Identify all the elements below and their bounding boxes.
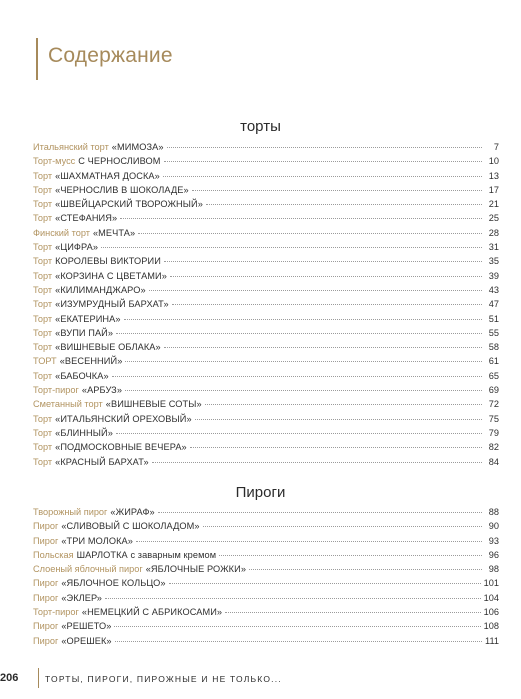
toc-entry-page-number: 61	[488, 356, 499, 367]
toc-entry-title: «ЧЕРНОСЛИВ В ШОКОЛАДЕ»	[55, 184, 189, 195]
toc-entry-page-number: 111	[485, 635, 499, 646]
toc-entry-title: ШАРЛОТКА с заварным кремом	[76, 549, 217, 560]
toc-entry-prefix: Пирог	[33, 578, 59, 589]
toc-entry-title: «МИМОЗА»	[111, 142, 164, 152]
toc-entry[interactable]	[33, 412, 499, 426]
dot-leader	[164, 161, 482, 162]
toc-entry-page-number: 35	[488, 256, 499, 267]
toc-entry-prefix: Финский торт	[33, 227, 90, 238]
toc-entry-prefix: Торт	[33, 170, 53, 181]
toc-entry-page-number: 106	[483, 607, 499, 618]
toc-entry-prefix: Пирог	[33, 621, 59, 632]
toc-entry-page-number: 7	[493, 142, 499, 152]
toc-entry[interactable]	[33, 340, 499, 354]
toc-entry-page-number: 93	[488, 535, 499, 546]
dot-leader	[164, 347, 482, 348]
toc-entry[interactable]	[33, 197, 499, 211]
dot-leader	[114, 626, 480, 627]
dot-leader	[163, 176, 482, 177]
toc-entry-title: «ВЕСЕННИЙ»	[59, 356, 123, 367]
dot-leader	[167, 147, 482, 148]
toc-entry[interactable]	[33, 312, 499, 326]
toc-entry[interactable]	[33, 519, 499, 533]
footer-page-number: 206	[0, 672, 19, 684]
toc-entry-title: «АРБУЗ»	[81, 385, 123, 396]
dot-leader	[205, 404, 482, 405]
toc-entry-title: «БАБОЧКА»	[55, 370, 109, 381]
section-title-pies: Пироги	[235, 484, 286, 501]
toc-entry-title: «СЛИВОВЫЙ С ШОКОЛАДОМ»	[61, 521, 200, 532]
toc-entry-prefix: Торт	[33, 199, 53, 210]
dot-leader	[219, 555, 482, 556]
toc-entry-title: «ПОДМОСКОВНЫЕ ВЕЧЕРА»	[55, 442, 187, 453]
toc-entry-page-number: 55	[488, 327, 499, 338]
dot-leader	[105, 598, 481, 599]
dot-leader	[112, 376, 482, 377]
toc-entry[interactable]	[33, 505, 499, 519]
toc-entry-page-number: 101	[483, 578, 499, 589]
toc-entry-prefix: Торт	[33, 327, 53, 338]
toc-entry-prefix: Торт	[33, 313, 53, 324]
dot-leader	[164, 261, 482, 262]
toc-entry[interactable]	[33, 576, 499, 590]
toc-entry-title: «ЯБЛОЧНЫЕ РОЖКИ»	[145, 564, 247, 575]
toc-entry-prefix: Торт	[33, 242, 53, 253]
toc-entry-prefix: Торт	[33, 442, 53, 453]
dot-leader	[116, 333, 482, 334]
dot-leader	[124, 319, 482, 320]
footer-running-title: ТОРТЫ, ПИРОГИ, ПИРОЖНЫЕ И НЕ ТОЛЬКО...	[45, 674, 282, 684]
toc-entry[interactable]	[33, 211, 499, 225]
toc-entry-page-number: 84	[488, 456, 499, 467]
dot-leader	[125, 390, 482, 391]
toc-entry-title: «ЭКЛЕР»	[61, 592, 102, 603]
toc-entry-prefix: Торт	[33, 270, 53, 281]
toc-entry-page-number: 51	[488, 313, 499, 324]
toc-entry-page-number: 31	[488, 242, 499, 253]
toc-entry-page-number: 90	[488, 521, 499, 532]
toc-entry[interactable]	[33, 326, 499, 340]
toc-entry-title: «ИЗУМРУДНЫЙ БАРХАТ»	[55, 299, 169, 310]
toc-entry-title: «ТРИ МОЛОКА»	[61, 535, 133, 546]
dot-leader	[172, 304, 482, 305]
toc-entry-title: «ВИШНЕВЫЕ СОТЫ»	[105, 399, 202, 410]
dot-leader	[195, 419, 482, 420]
dot-leader	[225, 612, 481, 613]
page-title: Содержание	[48, 44, 173, 67]
toc-entry[interactable]	[33, 455, 499, 469]
toc-entry[interactable]	[33, 154, 499, 168]
dot-leader	[158, 512, 482, 513]
toc-entry-page-number: 104	[483, 592, 499, 603]
dot-leader	[125, 361, 482, 362]
toc-entry-title: «МЕЧТА»	[92, 227, 136, 238]
dot-leader	[206, 204, 482, 205]
dot-leader	[192, 190, 482, 191]
dot-leader	[169, 583, 481, 584]
toc-entry-page-number: 21	[488, 199, 499, 210]
toc-entry-prefix: Торт	[33, 427, 53, 438]
dot-leader	[152, 462, 482, 463]
toc-entry[interactable]	[33, 548, 499, 562]
toc-entry[interactable]	[33, 634, 499, 648]
toc-entry-page-number: 39	[488, 270, 499, 281]
toc-entry-prefix: Торт	[33, 184, 53, 195]
toc-entry-prefix: Пирог	[33, 592, 59, 603]
toc-entry-prefix: Пирог	[33, 521, 59, 532]
toc-entry-page-number: 88	[488, 507, 499, 517]
toc-list-pies	[33, 505, 499, 648]
toc-entry-prefix: Пирог	[33, 535, 59, 546]
toc-entry[interactable]	[33, 369, 499, 383]
toc-entry-title: «ВИШНЕВЫЕ ОБЛАКА»	[55, 342, 161, 353]
toc-entry[interactable]	[33, 226, 499, 240]
toc-entry-prefix: Торт	[33, 456, 53, 467]
toc-entry[interactable]	[33, 140, 499, 154]
toc-entry-title: «ИТАЛЬЯНСКИЙ ОРЕХОВЫЙ»	[55, 413, 192, 424]
dot-leader	[138, 233, 482, 234]
toc-entry-prefix: Торт-пирог	[33, 607, 79, 618]
toc-entry-title: «ШАХМАТНАЯ ДОСКА»	[55, 170, 160, 181]
toc-entry-page-number: 28	[488, 227, 499, 238]
toc-entry-title: «НЕМЕЦКИЙ С АБРИКОСАМИ»	[81, 607, 223, 618]
toc-entry-page-number: 82	[488, 442, 499, 453]
toc-list-cakes	[33, 140, 499, 469]
toc-entry-page-number: 72	[488, 399, 499, 410]
toc-entry-page-number: 47	[488, 299, 499, 310]
toc-entry-prefix: Торт	[33, 213, 53, 224]
toc-entry-prefix: Польская	[33, 549, 74, 560]
dot-leader	[101, 247, 482, 248]
toc-entry[interactable]	[33, 619, 499, 633]
toc-entry-prefix: Сметанный торт	[33, 399, 103, 410]
toc-entry-prefix: Пирог	[33, 635, 59, 646]
toc-entry[interactable]	[33, 240, 499, 254]
toc-entry-title: «ЦИФРА»	[55, 242, 99, 253]
toc-entry-prefix: Торт	[33, 299, 53, 310]
toc-entry[interactable]	[33, 254, 499, 268]
toc-entry-title: «КРАСНЫЙ БАРХАТ»	[55, 456, 149, 467]
toc-entry[interactable]	[33, 426, 499, 440]
toc-entry-prefix: Слоеный яблочный пирог	[33, 564, 143, 575]
toc-entry-page-number: 10	[488, 156, 499, 167]
toc-entry-title: КОРОЛЕВЫ ВИКТОРИИ	[55, 256, 161, 267]
toc-entry-prefix: Торт	[33, 413, 53, 424]
toc-entry-title: «РЕШЕТО»	[61, 621, 112, 632]
toc-entry-page-number: 69	[488, 385, 499, 396]
toc-entry[interactable]	[33, 591, 499, 605]
footer-divider	[38, 668, 39, 688]
dot-leader	[203, 526, 482, 527]
toc-entry-page-number: 58	[488, 342, 499, 353]
toc-entry-title: «БЛИННЫЙ»	[55, 427, 113, 438]
dot-leader	[249, 569, 482, 570]
toc-entry[interactable]	[33, 562, 499, 576]
toc-entry[interactable]	[33, 605, 499, 619]
toc-entry-page-number: 98	[488, 564, 499, 575]
toc-entry-title: «СТЕФАНИЯ»	[55, 213, 118, 224]
dot-leader	[190, 447, 482, 448]
toc-entry[interactable]	[33, 169, 499, 183]
toc-entry-prefix: Творожный пирог	[33, 507, 108, 517]
toc-entry[interactable]	[33, 183, 499, 197]
toc-entry-page-number: 96	[488, 549, 499, 560]
toc-entry[interactable]	[33, 534, 499, 548]
title-accent-rule	[36, 38, 38, 80]
dot-leader	[115, 641, 482, 642]
toc-entry-prefix: Торт	[33, 342, 53, 353]
toc-entry[interactable]	[33, 269, 499, 283]
dot-leader	[136, 541, 482, 542]
toc-entry-page-number: 25	[488, 213, 499, 224]
toc-entry-title: «КИЛИМАНДЖАРО»	[55, 284, 146, 295]
toc-entry-title: С ЧЕРНОСЛИВОМ	[78, 156, 161, 167]
toc-entry-page-number: 79	[488, 427, 499, 438]
toc-entry[interactable]	[33, 283, 499, 297]
toc-entry-prefix: Торт	[33, 370, 53, 381]
toc-entry[interactable]	[33, 397, 499, 411]
toc-entry-page-number: 75	[488, 413, 499, 424]
toc-entry-title: «КОРЗИНА С ЦВЕТАМИ»	[55, 270, 167, 281]
toc-entry-page-number: 65	[488, 370, 499, 381]
dot-leader	[170, 276, 482, 277]
section-title-cakes: торты	[240, 118, 281, 135]
toc-entry-page-number: 17	[488, 184, 499, 195]
toc-entry-page-number: 108	[483, 621, 499, 632]
toc-entry[interactable]	[33, 383, 499, 397]
toc-entry-title: «ВУПИ ПАЙ»	[55, 327, 114, 338]
toc-entry-title: «ЖИРАФ»	[110, 507, 155, 517]
dot-leader	[116, 433, 482, 434]
toc-entry-page-number: 13	[488, 170, 499, 181]
toc-entry-prefix: Торт-мусс	[33, 156, 76, 167]
toc-entry-prefix: ТОРТ	[33, 356, 57, 367]
dot-leader	[120, 218, 482, 219]
toc-entry-prefix: Торт	[33, 284, 53, 295]
toc-entry-title: «ЯБЛОЧНОЕ КОЛЬЦО»	[61, 578, 166, 589]
toc-entry-prefix: Торт	[33, 256, 53, 267]
toc-entry[interactable]	[33, 297, 499, 311]
toc-entry-page-number: 43	[488, 284, 499, 295]
toc-entry-title: «ЕКАТЕРИНА»	[55, 313, 121, 324]
toc-entry-title: «ШВЕЙЦАРСКИЙ ТВОРОЖНЫЙ»	[55, 199, 203, 210]
toc-entry-prefix: Торт-пирог	[33, 385, 79, 396]
toc-entry[interactable]	[33, 354, 499, 368]
toc-entry-prefix: Итальянский торт	[33, 142, 109, 152]
dot-leader	[149, 290, 482, 291]
toc-entry-title: «ОРЕШЕК»	[61, 635, 112, 646]
toc-entry[interactable]	[33, 440, 499, 454]
